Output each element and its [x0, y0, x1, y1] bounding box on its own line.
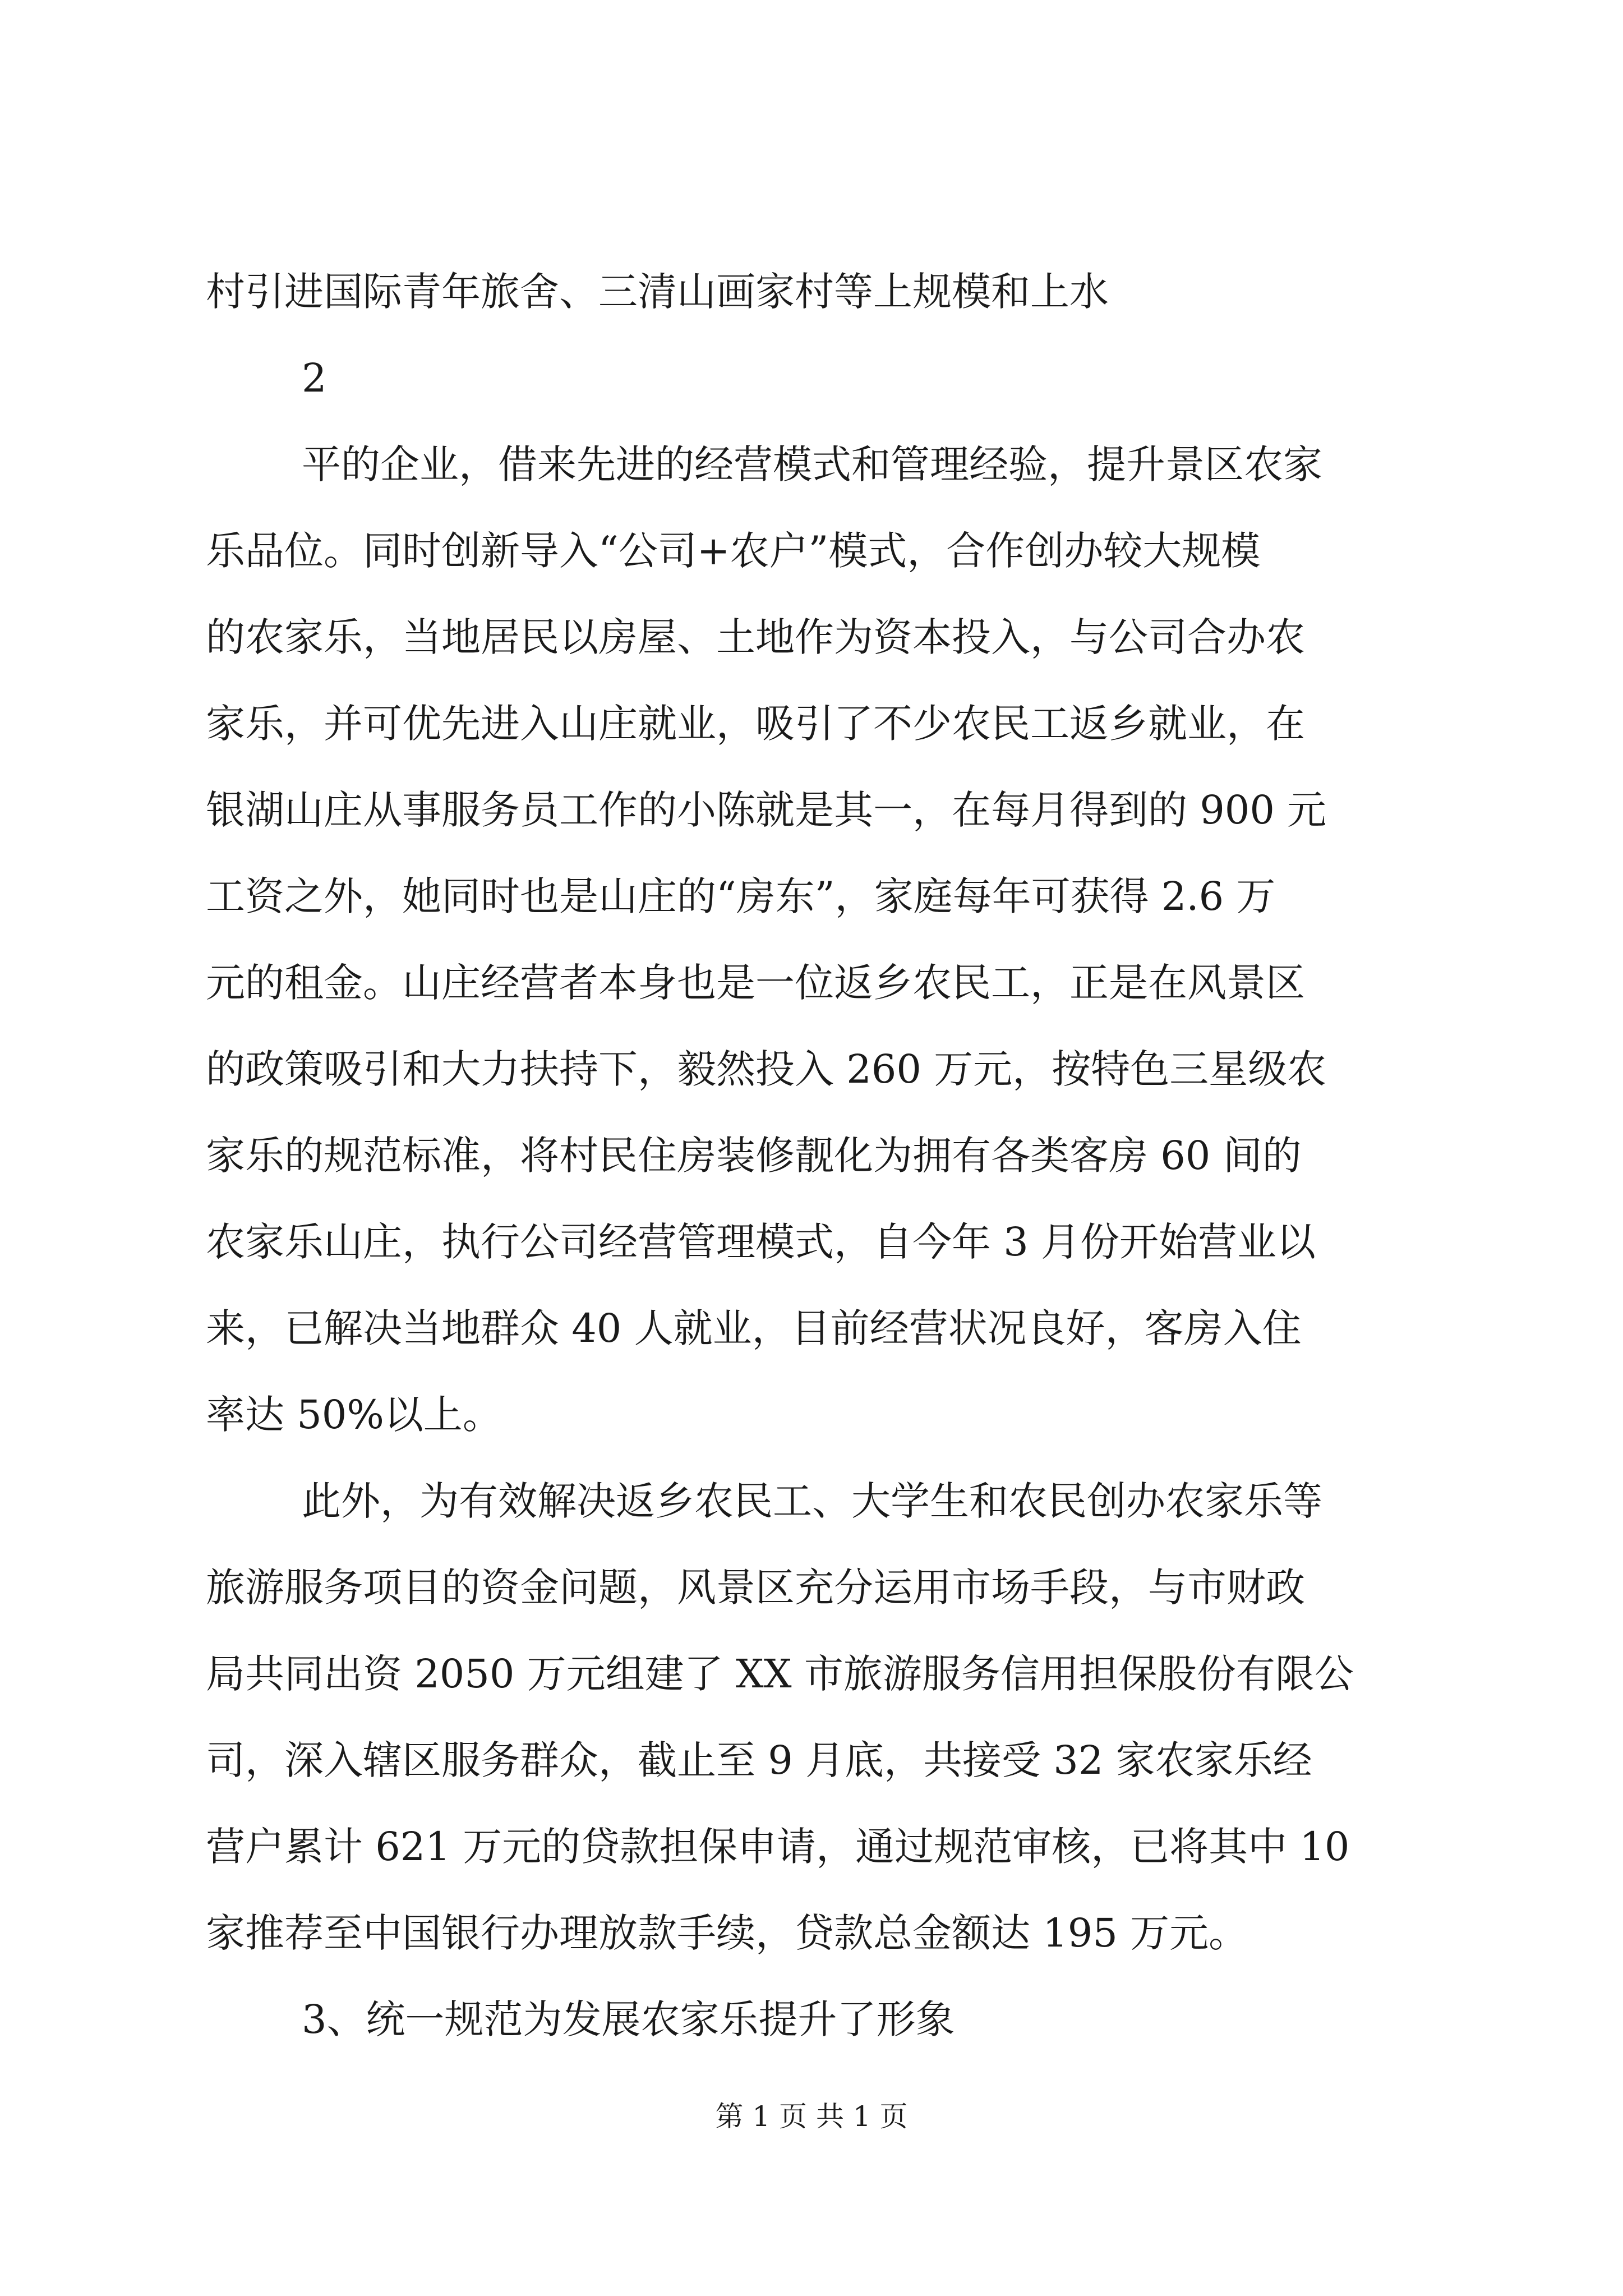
- text-line: 的政策吸引和大力扶持下，毅然投入 260 万元，按特色三星级农: [206, 1046, 1327, 1092]
- text-line: 的农家乐，当地居民以房屋、土地作为资本投入，与公司合办农: [206, 614, 1305, 660]
- text-line: 家乐的规范标准，将村民住房装修靓化为拥有各类客房 60 间的: [206, 1133, 1302, 1179]
- section-heading: 3、统一规范为发展农家乐提升了形象: [302, 1996, 955, 2042]
- text-line: 村引进国际青年旅舍、三清山画家村等上规模和上水: [206, 269, 1109, 315]
- text-line: 局共同出资 2050 万元组建了 XX 市旅游服务信用担保股份有限公: [206, 1651, 1354, 1697]
- text-line: 银湖山庄从事服务员工作的小陈就是其一，在每月得到的 900 元: [206, 787, 1327, 833]
- text-line: 家乐，并可优先进入山庄就业，吸引了不少农民工返乡就业，在: [206, 701, 1305, 747]
- paragraph-start: 平的企业，借来先进的经营模式和管理经验，提升景区农家: [302, 441, 1322, 487]
- paragraph-start: 此外，为有效解决返乡农民工、大学生和农民创办农家乐等: [302, 1478, 1322, 1524]
- text-line: 来，已解决当地群众 40 人就业，目前经营状况良好，客房入住: [206, 1305, 1302, 1351]
- page-number-inline: 2: [302, 355, 327, 401]
- page-footer: 第 1 页 共 1 页: [715, 2100, 908, 2133]
- text-line: 乐品位。同时创新导入“公司+农户”模式，合作创办较大规模: [206, 528, 1261, 574]
- text-line: 农家乐山庄，执行公司经营管理模式，自今年 3 月份开始营业以: [206, 1219, 1316, 1265]
- text-line: 旅游服务项目的资金问题，风景区充分运用市场手段，与市财政: [206, 1565, 1305, 1611]
- text-line: 营户累计 621 万元的贷款担保申请，通过规范审核，已将其中 10: [206, 1824, 1350, 1870]
- text-line: 工资之外，她同时也是山庄的“房东”，家庭每年可获得 2.6 万: [206, 873, 1276, 919]
- text-line: 元的租金。山庄经营者本身也是一位返乡农民工，正是在风景区: [206, 960, 1305, 1006]
- text-line: 率达 50%以上。: [206, 1392, 502, 1438]
- text-line: 司，深入辖区服务群众，截止至 9 月底，共接受 32 家农家乐经: [206, 1737, 1312, 1783]
- text-line: 家推荐至中国银行办理放款手续，贷款总金额达 195 万元。: [206, 1910, 1248, 1956]
